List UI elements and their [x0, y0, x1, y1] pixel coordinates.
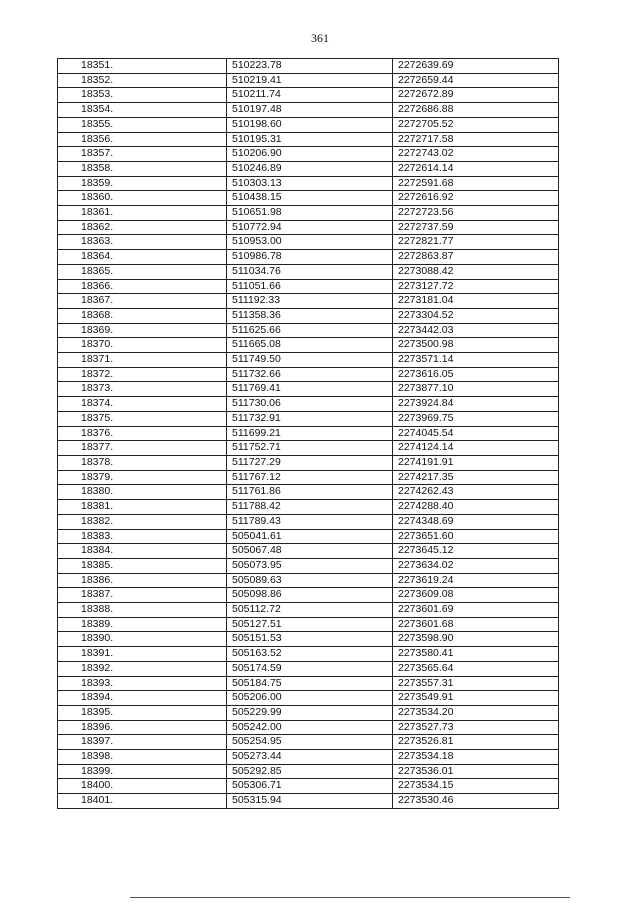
- easting-cell: 511034.76: [227, 264, 393, 279]
- northing-cell: 2273580.41: [393, 647, 559, 662]
- northing-cell: 2273534.18: [393, 750, 559, 765]
- point-number-cell: 18397.: [58, 735, 227, 750]
- table-row: [58, 191, 559, 206]
- northing-cell: 2273534.15: [393, 779, 559, 794]
- table-row: [58, 161, 559, 176]
- easting-cell: 511749.50: [227, 353, 393, 368]
- point-number-cell: 18372.: [58, 367, 227, 382]
- northing-cell: 2274124.14: [393, 441, 559, 456]
- easting-cell: 511699.21: [227, 426, 393, 441]
- table-row: [58, 279, 559, 294]
- point-number-cell: 18391.: [58, 647, 227, 662]
- table-row: [58, 88, 559, 103]
- point-number-cell: 18368.: [58, 308, 227, 323]
- easting-cell: 505206.00: [227, 691, 393, 706]
- table-row: [58, 764, 559, 779]
- table-row: [58, 117, 559, 132]
- point-number-cell: 18384.: [58, 544, 227, 559]
- footer-divider: [130, 897, 570, 898]
- northing-cell: 2272686.88: [393, 103, 559, 118]
- easting-cell: 510195.31: [227, 132, 393, 147]
- point-number-cell: 18378.: [58, 455, 227, 470]
- easting-cell: 505163.52: [227, 647, 393, 662]
- point-number-cell: 18398.: [58, 750, 227, 765]
- table-row: [58, 720, 559, 735]
- table-row: [58, 264, 559, 279]
- point-number-cell: 18390.: [58, 632, 227, 647]
- northing-cell: 2273619.24: [393, 573, 559, 588]
- easting-cell: 505254.95: [227, 735, 393, 750]
- northing-cell: 2273877.10: [393, 382, 559, 397]
- easting-cell: 505112.72: [227, 603, 393, 618]
- table-row: [58, 426, 559, 441]
- table-row: [58, 779, 559, 794]
- point-number-cell: 18363.: [58, 235, 227, 250]
- easting-cell: 511358.36: [227, 308, 393, 323]
- point-number-cell: 18383.: [58, 529, 227, 544]
- point-number-cell: 18367.: [58, 294, 227, 309]
- table-row: [58, 73, 559, 88]
- table-row: [58, 558, 559, 573]
- point-number-cell: 18355.: [58, 117, 227, 132]
- easting-cell: 505315.94: [227, 794, 393, 809]
- easting-cell: 505174.59: [227, 661, 393, 676]
- table-row: [58, 59, 559, 74]
- easting-cell: 511761.86: [227, 485, 393, 500]
- point-number-cell: 18353.: [58, 88, 227, 103]
- easting-cell: 505229.99: [227, 705, 393, 720]
- easting-cell: 505184.75: [227, 676, 393, 691]
- easting-cell: 511732.91: [227, 411, 393, 426]
- northing-cell: 2273526.81: [393, 735, 559, 750]
- easting-cell: 511767.12: [227, 470, 393, 485]
- point-number-cell: 18376.: [58, 426, 227, 441]
- northing-cell: 2274348.69: [393, 514, 559, 529]
- northing-cell: 2274045.54: [393, 426, 559, 441]
- northing-cell: 2273304.52: [393, 308, 559, 323]
- northing-cell: 2273924.84: [393, 397, 559, 412]
- easting-cell: 510206.90: [227, 147, 393, 162]
- point-number-cell: 18379.: [58, 470, 227, 485]
- easting-cell: 511665.08: [227, 338, 393, 353]
- point-number-cell: 18394.: [58, 691, 227, 706]
- table-row: [58, 338, 559, 353]
- easting-cell: 510303.13: [227, 176, 393, 191]
- table-row: [58, 573, 559, 588]
- table-row: [58, 544, 559, 559]
- northing-cell: 2272614.14: [393, 161, 559, 176]
- easting-cell: 510219.41: [227, 73, 393, 88]
- table-row: [58, 691, 559, 706]
- coordinates-table-body: [58, 59, 559, 809]
- table-row: [58, 485, 559, 500]
- point-number-cell: 18386.: [58, 573, 227, 588]
- table-row: [58, 500, 559, 515]
- table-row: [58, 323, 559, 338]
- northing-cell: 2273549.91: [393, 691, 559, 706]
- northing-cell: 2273616.05: [393, 367, 559, 382]
- northing-cell: 2273601.68: [393, 617, 559, 632]
- easting-cell: 511788.42: [227, 500, 393, 515]
- point-number-cell: 18375.: [58, 411, 227, 426]
- point-number-cell: 18382.: [58, 514, 227, 529]
- table-row: [58, 529, 559, 544]
- table-row: [58, 794, 559, 809]
- table-row: [58, 220, 559, 235]
- table-row: [58, 308, 559, 323]
- northing-cell: 2273530.46: [393, 794, 559, 809]
- northing-cell: 2274288.40: [393, 500, 559, 515]
- table-row: [58, 132, 559, 147]
- point-number-cell: 18351.: [58, 59, 227, 74]
- point-number-cell: 18358.: [58, 161, 227, 176]
- easting-cell: 505151.53: [227, 632, 393, 647]
- northing-cell: 2272705.52: [393, 117, 559, 132]
- easting-cell: 510651.98: [227, 206, 393, 221]
- point-number-cell: 18374.: [58, 397, 227, 412]
- easting-cell: 510246.89: [227, 161, 393, 176]
- northing-cell: 2272737.59: [393, 220, 559, 235]
- table-row: [58, 250, 559, 265]
- table-row: [58, 235, 559, 250]
- point-number-cell: 18362.: [58, 220, 227, 235]
- northing-cell: 2272743.02: [393, 147, 559, 162]
- point-number-cell: 18393.: [58, 676, 227, 691]
- northing-cell: 2272639.69: [393, 59, 559, 74]
- table-row: [58, 705, 559, 720]
- easting-cell: 511051.66: [227, 279, 393, 294]
- northing-cell: 2274262.43: [393, 485, 559, 500]
- point-number-cell: 18356.: [58, 132, 227, 147]
- point-number-cell: 18395.: [58, 705, 227, 720]
- point-number-cell: 18399.: [58, 764, 227, 779]
- northing-cell: 2273969.75: [393, 411, 559, 426]
- point-number-cell: 18380.: [58, 485, 227, 500]
- easting-cell: 510211.74: [227, 88, 393, 103]
- point-number-cell: 18377.: [58, 441, 227, 456]
- point-number-cell: 18352.: [58, 73, 227, 88]
- northing-cell: 2273634.02: [393, 558, 559, 573]
- point-number-cell: 18387.: [58, 588, 227, 603]
- table-row: [58, 353, 559, 368]
- easting-cell: 505067.48: [227, 544, 393, 559]
- point-number-cell: 18360.: [58, 191, 227, 206]
- point-number-cell: 18388.: [58, 603, 227, 618]
- table-row: [58, 617, 559, 632]
- point-number-cell: 18361.: [58, 206, 227, 221]
- table-row: [58, 411, 559, 426]
- easting-cell: 505127.51: [227, 617, 393, 632]
- point-number-cell: 18389.: [58, 617, 227, 632]
- northing-cell: 2273609.08: [393, 588, 559, 603]
- easting-cell: 510772.94: [227, 220, 393, 235]
- table-row: [58, 735, 559, 750]
- easting-cell: 511727.29: [227, 455, 393, 470]
- point-number-cell: 18364.: [58, 250, 227, 265]
- point-number-cell: 18392.: [58, 661, 227, 676]
- northing-cell: 2274217.35: [393, 470, 559, 485]
- table-row: [58, 367, 559, 382]
- table-row: [58, 676, 559, 691]
- table-row: [58, 514, 559, 529]
- northing-cell: 2273534.20: [393, 705, 559, 720]
- northing-cell: 2273598.90: [393, 632, 559, 647]
- easting-cell: 511752.71: [227, 441, 393, 456]
- northing-cell: 2273557.31: [393, 676, 559, 691]
- easting-cell: 510198.60: [227, 117, 393, 132]
- easting-cell: 510953.00: [227, 235, 393, 250]
- point-number-cell: 18373.: [58, 382, 227, 397]
- table-row: [58, 588, 559, 603]
- table-row: [58, 455, 559, 470]
- point-number-cell: 18354.: [58, 103, 227, 118]
- northing-cell: 2273442.03: [393, 323, 559, 338]
- northing-cell: 2272723.56: [393, 206, 559, 221]
- table-row: [58, 632, 559, 647]
- northing-cell: 2272616.92: [393, 191, 559, 206]
- table-row: [58, 294, 559, 309]
- northing-cell: 2272672.89: [393, 88, 559, 103]
- point-number-cell: 18365.: [58, 264, 227, 279]
- point-number-cell: 18385.: [58, 558, 227, 573]
- table-row: [58, 647, 559, 662]
- table-row: [58, 176, 559, 191]
- table-row: [58, 103, 559, 118]
- table-row: [58, 206, 559, 221]
- northing-cell: 2273127.72: [393, 279, 559, 294]
- northing-cell: 2273181.04: [393, 294, 559, 309]
- easting-cell: 511769.41: [227, 382, 393, 397]
- northing-cell: 2273651.60: [393, 529, 559, 544]
- easting-cell: 505306.71: [227, 779, 393, 794]
- easting-cell: 505242.00: [227, 720, 393, 735]
- northing-cell: 2273500.98: [393, 338, 559, 353]
- easting-cell: 505292.85: [227, 764, 393, 779]
- point-number-cell: 18366.: [58, 279, 227, 294]
- easting-cell: 505089.63: [227, 573, 393, 588]
- table-row: [58, 750, 559, 765]
- point-number-cell: 18359.: [58, 176, 227, 191]
- point-number-cell: 18396.: [58, 720, 227, 735]
- easting-cell: 505041.61: [227, 529, 393, 544]
- easting-cell: 511625.66: [227, 323, 393, 338]
- easting-cell: 505273.44: [227, 750, 393, 765]
- point-number-cell: 18371.: [58, 353, 227, 368]
- easting-cell: 510438.15: [227, 191, 393, 206]
- easting-cell: 511732.66: [227, 367, 393, 382]
- northing-cell: 2272591.68: [393, 176, 559, 191]
- table-row: [58, 382, 559, 397]
- northing-cell: 2272863.87: [393, 250, 559, 265]
- northing-cell: 2273571.14: [393, 353, 559, 368]
- table-row: [58, 397, 559, 412]
- northing-cell: 2272717.58: [393, 132, 559, 147]
- easting-cell: 510197.48: [227, 103, 393, 118]
- easting-cell: 510986.78: [227, 250, 393, 265]
- northing-cell: 2273527.73: [393, 720, 559, 735]
- table-row: [58, 147, 559, 162]
- northing-cell: 2274191.91: [393, 455, 559, 470]
- northing-cell: 2273601.69: [393, 603, 559, 618]
- point-number-cell: 18357.: [58, 147, 227, 162]
- northing-cell: 2273088.42: [393, 264, 559, 279]
- northing-cell: 2273565.64: [393, 661, 559, 676]
- table-row: [58, 441, 559, 456]
- table-row: [58, 603, 559, 618]
- easting-cell: 505073.95: [227, 558, 393, 573]
- table-row: [58, 470, 559, 485]
- point-number-cell: 18401.: [58, 794, 227, 809]
- easting-cell: 505098.86: [227, 588, 393, 603]
- easting-cell: 511192.33: [227, 294, 393, 309]
- coordinates-table: [57, 58, 559, 809]
- easting-cell: 510223.78: [227, 59, 393, 74]
- northing-cell: 2273536.01: [393, 764, 559, 779]
- page-number: 361: [311, 31, 329, 45]
- northing-cell: 2273645.12: [393, 544, 559, 559]
- point-number-cell: 18400.: [58, 779, 227, 794]
- northing-cell: 2272659.44: [393, 73, 559, 88]
- point-number-cell: 18381.: [58, 500, 227, 515]
- point-number-cell: 18370.: [58, 338, 227, 353]
- easting-cell: 511730.06: [227, 397, 393, 412]
- table-row: [58, 661, 559, 676]
- easting-cell: 511789.43: [227, 514, 393, 529]
- point-number-cell: 18369.: [58, 323, 227, 338]
- northing-cell: 2272821.77: [393, 235, 559, 250]
